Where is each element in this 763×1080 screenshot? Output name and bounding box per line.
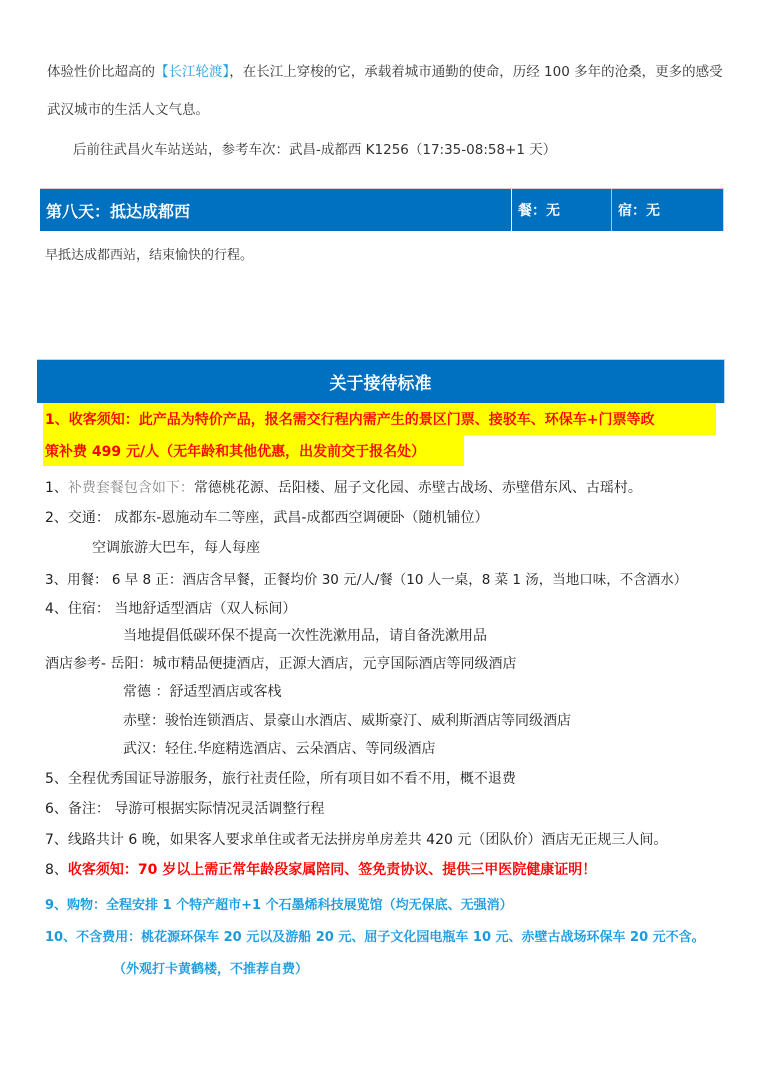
item-1-num: 1、 [45,480,68,496]
item-6: 6、备注： 导游可根据实际情况灵活调整行程 [45,801,325,817]
item-8-num: 8、 [45,862,68,878]
hotel-ref-changde: 常德 ：舒适型酒店或客栈 [123,684,282,700]
day8-header [40,188,724,231]
item-10-excluded-fees: 10、不含费用：桃花源环保车 20 元以及游船 20 元、屈子文化园电瓶车 10 元、赤壁古战场环保车 20 元不含。 [45,930,705,945]
standards-header: 关于接待标准 [37,359,725,403]
day8-lodging: 宿：无 [618,203,660,219]
hotel-ref-yueyang: 酒店参考- 岳阳：城市精品便捷酒店，正源大酒店，元亨国际酒店等同级酒店 [45,656,517,672]
item-2: 2、交通： 成都东-恩施动车二等座，武昌-成都西空调硬卧（随机铺位） [45,510,489,526]
day8-title: 第八天：抵达成都西 [40,189,512,231]
intro-text: ，在长江上穿梭的它，承载着城市通勤的使命，历经 100 多年的沧桑，更多的感受 [229,64,723,80]
item-1-text: 常德桃花源、岳阳楼、屈子文化园、赤壁古战场、赤壁借东风、古瑶村。 [193,480,642,496]
item-1-label: 补费套餐包含如下： [67,480,194,496]
intro-line-2: 武汉城市的生活人文气息。 [47,102,209,118]
notice-highlight-line-2: 策补费 499 元/人（无年龄和其他优惠，出发前交于报名处） [43,435,464,466]
item-8-alert: 收客须知：70 岁以上需正常年龄段家属陪同、签免责协议、提供三甲医院健康证明！ [67,862,597,878]
day8-meal: 餐：无 [512,189,612,231]
item-4: 4、住宿： 当地舒适型酒店（双人标间） [45,601,297,617]
item-4-continued: 当地提倡低碳环保不提高一次性洗漱用品，请自备洗漱用品 [123,628,487,644]
day8-description: 早抵达成都西站，结束愉快的行程。 [45,248,254,263]
item-3: 3、用餐： 6 早 8 正：酒店含早餐，正餐均价 30 元/人/餐（10 人一桌，8 菜 1 汤，当地口味，不含酒水） [45,572,688,588]
hotel-ref-wuhan: 武汉：轻住.华庭精选酒店、云朵酒店、等同级酒店 [123,741,436,757]
notice-highlight-line-1: 1、收客须知：此产品为特价产品，报名需交行程内需产生的景区门票、接驳车、环保车+门票等政 [43,403,716,435]
item-8 [45,859,596,879]
item-1 [45,477,642,497]
hotel-ref-chibi: 赤壁：骏怡连锁酒店、景豪山水酒店、威斯豪汀、威利斯酒店等同级酒店 [123,713,571,729]
item-10-continued: （外观打卡黄鹤楼，不推荐自费） [113,962,309,977]
intro-line-3: 后前往武昌火车站送站，参考车次：武昌-成都西 K1256（17:35-08:58+1 天） [73,142,557,158]
item-7: 7、线路共计 6 晚，如果客人要求单住或者无法拼房单房差共 420 元（团队价）酒店无正规三人间。 [45,832,668,848]
item-5: 5、全程优秀国证导游服务，旅行社责任险，所有项目如不看不用，概不退费 [45,771,516,787]
item-2-continued: 空调旅游大巴车，每人每座 [92,540,260,556]
item-9-shopping: 9、购物：全程安排 1 个特产超市+1 个石墨烯科技展览馆（均无保底、无强消） [45,898,513,913]
intro-text: 体验性价比超高的 [47,64,155,80]
intro-line-1 [47,60,723,80]
yangtze-ferry-link[interactable]: 【长江轮渡】 [155,64,230,80]
